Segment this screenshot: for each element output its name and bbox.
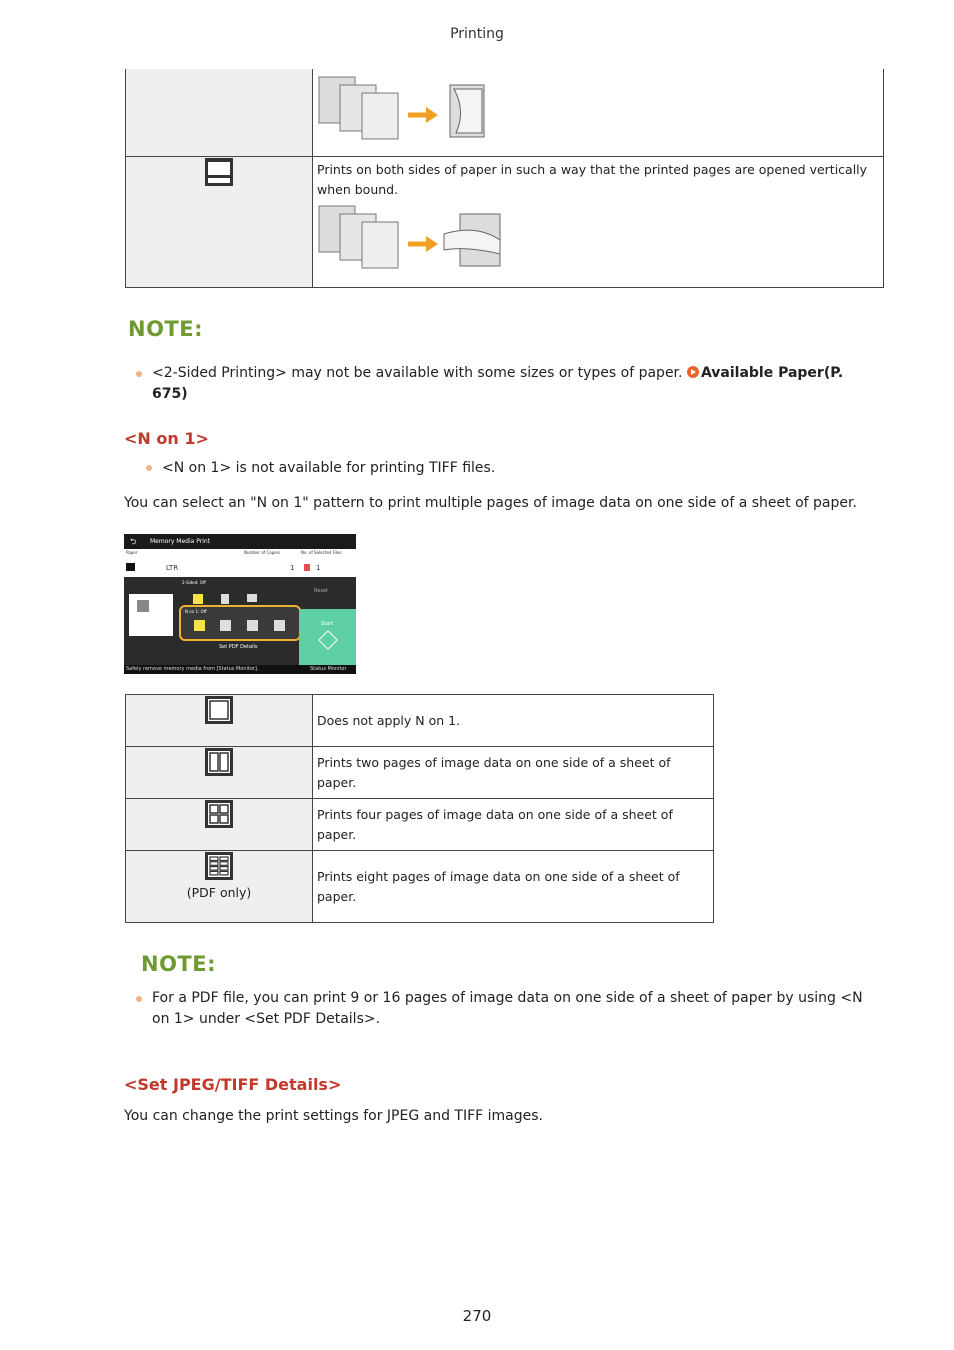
n-on-1-eight-button[interactable] bbox=[274, 620, 285, 631]
section-title-n-on-1: <N on 1> bbox=[124, 429, 209, 448]
n-on-1-bullet: <N on 1> is not available for printing TIFF files. bbox=[162, 460, 496, 476]
abc-to-long-edge-illustration bbox=[316, 71, 516, 151]
n-on-1-row-text: Prints two pages of image data on one side of a sheet of paper. bbox=[317, 754, 671, 790]
note-title: NOTE: bbox=[141, 952, 216, 976]
section-title-jpeg-tiff: <Set JPEG/TIFF Details> bbox=[124, 1075, 342, 1094]
file-icon bbox=[304, 564, 310, 571]
selected-files-label: No. of Selected Files bbox=[301, 550, 342, 555]
screen-info-row bbox=[124, 549, 356, 577]
short-edge-binding-icon bbox=[204, 157, 234, 187]
n-on-1-highlight bbox=[179, 605, 301, 641]
preview-thumbnail bbox=[129, 594, 173, 636]
n-on-1-description: You can select an "N on 1" pattern to print multiple pages of image data on one side of a sheet of paper. bbox=[124, 495, 857, 511]
two-sided-setting: 2-Sided: Off bbox=[182, 580, 206, 585]
n-on-1-four-button[interactable] bbox=[247, 620, 258, 631]
bullet-dot bbox=[136, 996, 142, 1002]
short-edge-description: Prints on both sides of paper in such a way that the printed pages are opened vertically when bound. bbox=[317, 161, 868, 197]
bullet-dot bbox=[136, 371, 142, 377]
n-on-1-options-table bbox=[125, 694, 714, 923]
copies-label: Number of Copies bbox=[244, 550, 280, 555]
page-number: 270 bbox=[462, 1307, 492, 1325]
two-sided-off-icon bbox=[193, 594, 203, 604]
screen-title: Memory Media Print bbox=[150, 538, 211, 545]
paper-label: Paper bbox=[126, 550, 138, 555]
n-on-1-two-button[interactable] bbox=[220, 620, 231, 631]
n-on-1-setting: N on 1: Off bbox=[185, 609, 207, 614]
two-sided-short-icon bbox=[247, 594, 257, 602]
screen-title-bar bbox=[124, 534, 356, 549]
back-icon: ⮌ bbox=[130, 537, 137, 546]
abc-to-short-edge-illustration bbox=[316, 204, 516, 274]
four-pages-icon bbox=[204, 799, 234, 829]
note-title: NOTE: bbox=[128, 317, 203, 341]
table-cell-description bbox=[313, 695, 714, 747]
note-bullet: For a PDF file, you can print 9 or 16 pages of image data on one side of a sheet of paper by using <N on 1> under <Set PDF Details>. bbox=[152, 990, 863, 1027]
table-cell-empty bbox=[126, 69, 313, 156]
pdf-only-note: (PDF only) bbox=[186, 885, 252, 900]
n-on-1-off-button[interactable] bbox=[194, 620, 205, 631]
status-message: Safely remove memory media from [Status Monitor]. bbox=[126, 666, 259, 672]
memory-media-print-screenshot bbox=[124, 534, 356, 674]
status-monitor-button[interactable]: Status Monitor bbox=[310, 666, 347, 672]
table-cell-description bbox=[313, 799, 714, 851]
table-cell-icon bbox=[126, 695, 313, 747]
two-sided-long-icon bbox=[221, 594, 229, 604]
link-arrow-icon bbox=[687, 366, 699, 378]
two-sided-options-table bbox=[125, 69, 884, 288]
table-cell-icon bbox=[126, 851, 313, 923]
table-cell-icon bbox=[126, 156, 313, 287]
table-cell-description bbox=[313, 851, 714, 923]
table-cell-description bbox=[313, 747, 714, 799]
one-page-icon bbox=[204, 695, 234, 725]
tray-icon bbox=[126, 563, 135, 571]
table-cell-illustration bbox=[313, 69, 884, 156]
n-on-1-row-text: Prints four pages of image data on one side of a sheet of paper. bbox=[317, 806, 673, 842]
selected-value: 1 bbox=[316, 564, 321, 572]
n-on-1-row-text: Does not apply N on 1. bbox=[317, 712, 461, 728]
start-label: Start bbox=[321, 621, 334, 627]
start-icon bbox=[318, 630, 338, 650]
status-bar bbox=[124, 665, 356, 674]
copies-value: 1 bbox=[290, 564, 295, 572]
table-cell-description bbox=[313, 156, 884, 287]
note-bullet-text: <2-Sided Printing> may not be available with some sizes or types of paper. bbox=[152, 365, 687, 381]
available-paper-link[interactable]: Available Paper(P. 675) bbox=[152, 365, 844, 402]
two-pages-icon bbox=[204, 747, 234, 777]
table-cell-icon bbox=[126, 747, 313, 799]
start-button[interactable] bbox=[299, 609, 356, 665]
note-bullet bbox=[152, 363, 872, 405]
paper-value: LTR bbox=[166, 564, 179, 572]
bullet-dot bbox=[146, 465, 152, 471]
n-on-1-row-text: Prints eight pages of image data on one side of a sheet of paper. bbox=[317, 868, 680, 904]
running-header: Printing bbox=[450, 26, 504, 42]
set-pdf-details-button[interactable]: Set PDF Details bbox=[219, 644, 258, 650]
reset-button[interactable]: Reset bbox=[314, 588, 328, 594]
eight-pages-icon bbox=[204, 851, 234, 881]
jpeg-tiff-description: You can change the print settings for JPEG and TIFF images. bbox=[124, 1108, 543, 1124]
table-cell-icon bbox=[126, 799, 313, 851]
